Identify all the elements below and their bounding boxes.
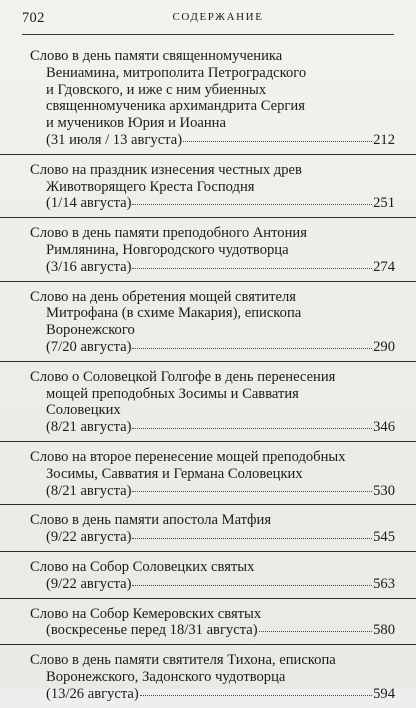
- entry-title-line: Митрофана (в схиме Макария), епископа: [46, 305, 302, 322]
- entry-title-line: Слово о Соловецкой Голгофе в день перенесения: [30, 368, 336, 385]
- entry-page-number: 290: [373, 338, 395, 355]
- entry-page-number: 212: [373, 131, 395, 148]
- dot-leader: [140, 694, 372, 696]
- toc-entry[interactable]: [0, 155, 416, 218]
- entry-title-line: Животворящего Креста Господня: [46, 178, 255, 195]
- entry-date: (воскресенье перед 18/31 августа): [46, 622, 258, 639]
- entry-date: (7/20 августа): [46, 338, 132, 355]
- entry-date-line: [46, 132, 395, 149]
- dot-leader: [132, 490, 372, 492]
- toc-entry[interactable]: [0, 599, 416, 646]
- entry-date-line: [46, 622, 395, 639]
- entry-title-line: и Гдовского, и иже с ним убиенных: [46, 81, 267, 98]
- entry-date: (9/22 августа): [46, 575, 132, 592]
- entry-title-line: Соловецких: [46, 402, 121, 419]
- entry-page-number: 594: [373, 685, 395, 702]
- entry-date: (8/21 августа): [46, 482, 132, 499]
- entry-title-line: Слово в день памяти апостола Матфия: [30, 512, 272, 529]
- entry-date-line: [46, 576, 395, 593]
- entry-date: (3/16 августа): [46, 258, 132, 275]
- toc-entry[interactable]: [0, 362, 416, 442]
- dot-leader: [132, 427, 372, 429]
- dot-leader: [132, 584, 372, 586]
- entry-page-number: 346: [373, 419, 395, 436]
- toc-entry[interactable]: [0, 218, 416, 281]
- entry-date-line: [46, 686, 395, 703]
- toc-entry[interactable]: [0, 41, 416, 155]
- entry-date: (13/26 августа): [46, 685, 139, 702]
- entry-title-line: Слово на Собор Кемеровских святых: [30, 605, 262, 622]
- entry-title-line: Слово на Собор Соловецких святых: [30, 558, 255, 575]
- dot-leader: [132, 537, 372, 539]
- entry-title-line: Воронежского: [46, 322, 135, 339]
- entry-date: (9/22 августа): [46, 529, 132, 546]
- entry-date: (31 июля / 13 августа): [46, 131, 183, 148]
- entry-page-number: 274: [373, 258, 395, 275]
- entry-date-line: [46, 339, 395, 356]
- entry-title-line: Слово в день памяти святителя Тихона, епископа: [30, 652, 336, 669]
- toc-entry[interactable]: [0, 645, 416, 707]
- entry-title-line: Вениамина, митрополита Петроградского: [46, 64, 307, 81]
- dot-leader: [132, 267, 372, 269]
- entry-title-line: Слово в день памяти священномученика: [30, 48, 283, 64]
- entry-date: (1/14 августа): [46, 195, 132, 212]
- table-of-contents: [0, 41, 416, 708]
- entry-page-number: 251: [373, 195, 395, 212]
- dot-leader: [132, 347, 372, 349]
- entry-title-line: Слово на второе перенесение мощей преподобных: [30, 448, 346, 465]
- dot-leader: [132, 203, 372, 205]
- running-head: СОДЕРЖАНИЕ: [172, 11, 264, 23]
- header-rule: [22, 34, 394, 35]
- entry-page-number: 563: [373, 575, 395, 592]
- entry-title-line: мощей преподобных Зосимы и Савватия: [46, 385, 299, 402]
- entry-title-line: священномученика архимандрита Сергия: [46, 98, 305, 115]
- entry-title-line: Слово в день памяти преподобного Антония: [30, 225, 307, 242]
- entry-title-line: Воронежского, Задонского чудотворца: [46, 668, 286, 685]
- entry-date-line: [46, 483, 395, 500]
- page-header: [22, 10, 394, 30]
- entry-date-line: [46, 419, 395, 436]
- dot-leader: [183, 140, 372, 142]
- toc-entry[interactable]: [0, 505, 416, 552]
- page-number: 702: [22, 10, 45, 26]
- entry-page-number: 580: [373, 622, 395, 639]
- entry-page-number: 530: [373, 482, 395, 499]
- entry-title-line: Слово на день обретения мощей святителя: [30, 288, 296, 305]
- entry-date-line: [46, 259, 395, 276]
- entry-title-line: и мучеников Юрия и Иоанна: [46, 115, 226, 132]
- entry-title-line: Зосимы, Савватия и Германа Соловецких: [46, 465, 303, 482]
- toc-entry[interactable]: [0, 282, 416, 362]
- toc-entry[interactable]: [0, 552, 416, 599]
- entry-title-line: Римлянина, Новгородского чудотворца: [46, 241, 289, 258]
- toc-entry[interactable]: [0, 442, 416, 505]
- entry-date-line: [46, 529, 395, 546]
- entry-page-number: 545: [373, 529, 395, 546]
- entry-date-line: [46, 195, 395, 212]
- dot-leader: [259, 630, 373, 632]
- entry-date: (8/21 августа): [46, 419, 132, 436]
- entry-title-line: Слово на праздник изнесения честных древ: [30, 161, 302, 178]
